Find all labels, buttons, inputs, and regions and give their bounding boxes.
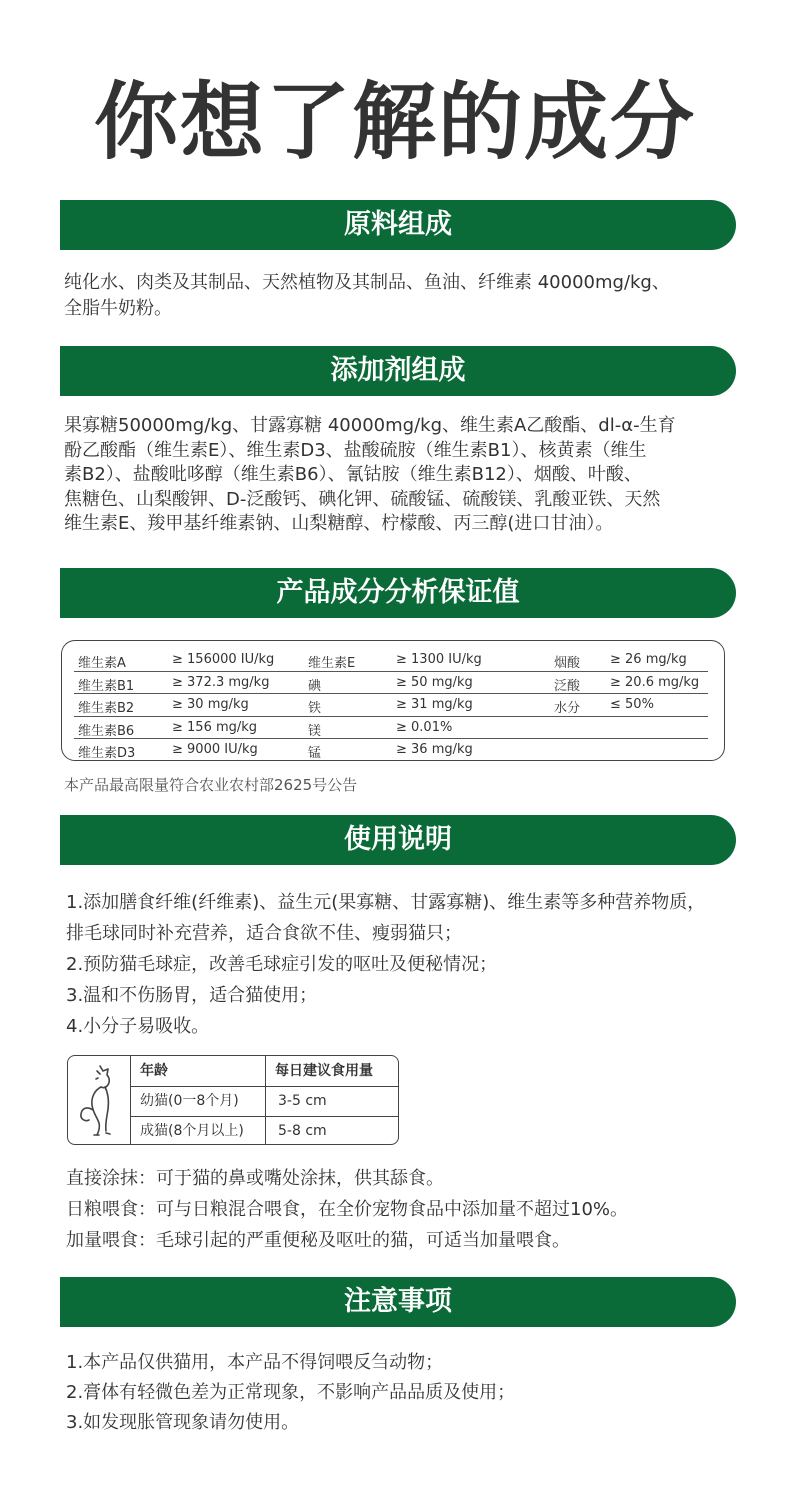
cell: 维生素A <box>78 656 126 671</box>
cell: ≥ 30 mg/kg <box>172 697 249 712</box>
cell: ≥ 9000 IU/kg <box>172 742 258 757</box>
age-cell: 幼猫(0一8个月) <box>140 1093 239 1109</box>
cell: ≥ 156000 IU/kg <box>172 652 275 667</box>
cell: ≥ 26 mg/kg <box>610 652 687 667</box>
cell: 水分 <box>554 701 581 716</box>
cell: ≥ 20.6 mg/kg <box>610 674 700 690</box>
table-row <box>62 694 724 717</box>
age-cell: 成猫(8个月以上) <box>140 1123 244 1139</box>
cell: ≥ 50 mg/kg <box>396 674 473 690</box>
cell: ≥ 0.01% <box>396 719 453 735</box>
usage-line: 1.添加膳食纤维(纤维素)、益生元(果寡糖、甘露寡糖)、维生素等多种营养物质， <box>66 892 706 913</box>
usage-line: 排毛球同时补充营养，适合食欲不佳、瘦弱猫只； <box>66 923 462 944</box>
dose-cell: 3-5 cm <box>278 1093 327 1109</box>
usage-line: 2.预防猫毛球症，改善毛球症引发的呕吐及便秘情况； <box>66 954 498 975</box>
dose-cell: 5-8 cm <box>278 1123 327 1139</box>
section-header-raw: 原料组成 <box>60 200 736 250</box>
cell: 维生素D3 <box>78 746 136 761</box>
cell: ≥ 1300 IU/kg <box>396 652 482 667</box>
analysis-table <box>61 640 725 761</box>
additive-text <box>64 414 734 537</box>
raw-materials-text <box>64 270 734 322</box>
table-row <box>62 649 724 672</box>
section-header-additive: 添加剂组成 <box>60 346 736 396</box>
regulation-note: 本产品最高限量符合农业农村部2625号公告 <box>64 776 358 794</box>
cell: 铁 <box>308 701 322 716</box>
method-line: 加量喂食：毛球引起的严重便秘及呕吐的猫，可适当加量喂食。 <box>66 1230 570 1251</box>
cell: ≥ 372.3 mg/kg <box>172 674 270 690</box>
additive-line: 素B2）、盐酸吡哆醇（维生素B6）、氰钴胺（维生素B12）、烟酸、叶酸、 <box>64 464 642 485</box>
table-row <box>62 739 724 762</box>
feeding-methods <box>66 1163 736 1256</box>
page-title: 你想了解的成分 <box>93 73 696 171</box>
raw-line: 全脂牛奶粉。 <box>64 298 172 319</box>
cell: 维生素B1 <box>78 678 135 694</box>
raw-line: 纯化水、肉类及其制品、天然植物及其制品、鱼油、纤维素 40000mg/kg、 <box>64 272 670 293</box>
header-dose: 每日建议食用量 <box>275 1063 373 1079</box>
column-divider <box>265 1056 266 1145</box>
caution-line: 1.本产品仅供猫用，本产品不得饲喂反刍动物； <box>66 1352 444 1373</box>
caution-line: 2.膏体有轻微色差为正常现象，不影响产品品质及使用； <box>66 1382 516 1403</box>
method-line: 日粮喂食：可与日粮混合喂食，在全价宠物食品中添加量不超过10%。 <box>66 1199 629 1220</box>
cell: 维生素B6 <box>78 723 135 739</box>
additive-line: 焦糖色、山梨酸钾、D-泛酸钙、碘化钾、硫酸锰、硫酸镁、乳酸亚铁、天然 <box>64 488 661 510</box>
table-row <box>62 717 724 740</box>
feeding-grid <box>130 1056 399 1145</box>
cell: 碘 <box>308 678 322 694</box>
cell: 烟酸 <box>554 656 581 671</box>
cell: 镁 <box>308 723 322 739</box>
section-header-caution: 注意事项 <box>60 1277 736 1327</box>
cell: ≤ 50% <box>610 697 654 712</box>
additive-line: 果寡糖50000mg/kg、甘露寡糖 40000mg/kg、维生素A乙酸酯、dl-α-生育 <box>64 415 676 436</box>
table-row <box>62 672 724 695</box>
section-header-analysis: 产品成分分析保证值 <box>60 568 736 618</box>
method-line: 直接涂抹：可于猫的鼻或嘴处涂抹，供其舔食。 <box>66 1168 444 1189</box>
cell: ≥ 156 mg/kg <box>172 719 258 735</box>
usage-line: 4.小分子易吸收。 <box>66 1016 210 1037</box>
cat-icon <box>74 1060 126 1142</box>
usage-line: 3.温和不伤肠胃，适合猫使用； <box>66 985 318 1006</box>
cell: ≥ 36 mg/kg <box>396 742 473 757</box>
additive-line: 维生素E、羧甲基纤维素钠、山梨糖醇、柠檬酸、丙三醇(进口甘油）。 <box>64 513 614 534</box>
cell: ≥ 31 mg/kg <box>396 697 473 712</box>
header-age: 年龄 <box>140 1063 168 1079</box>
cell: 锰 <box>308 746 322 761</box>
additive-line: 酚乙酸酯（维生素E）、维生素D3、盐酸硫胺（维生素B1）、核黄素（维生 <box>64 439 647 461</box>
section-header-usage: 使用说明 <box>60 815 736 865</box>
caution-line: 3.如发现胀管现象请勿使用。 <box>66 1412 300 1433</box>
cell: 泛酸 <box>554 678 581 694</box>
caution-text <box>66 1348 736 1438</box>
cell: 维生素B2 <box>78 701 135 716</box>
usage-text <box>66 887 766 1042</box>
feeding-table <box>67 1055 399 1145</box>
cell: 维生素E <box>308 656 356 671</box>
